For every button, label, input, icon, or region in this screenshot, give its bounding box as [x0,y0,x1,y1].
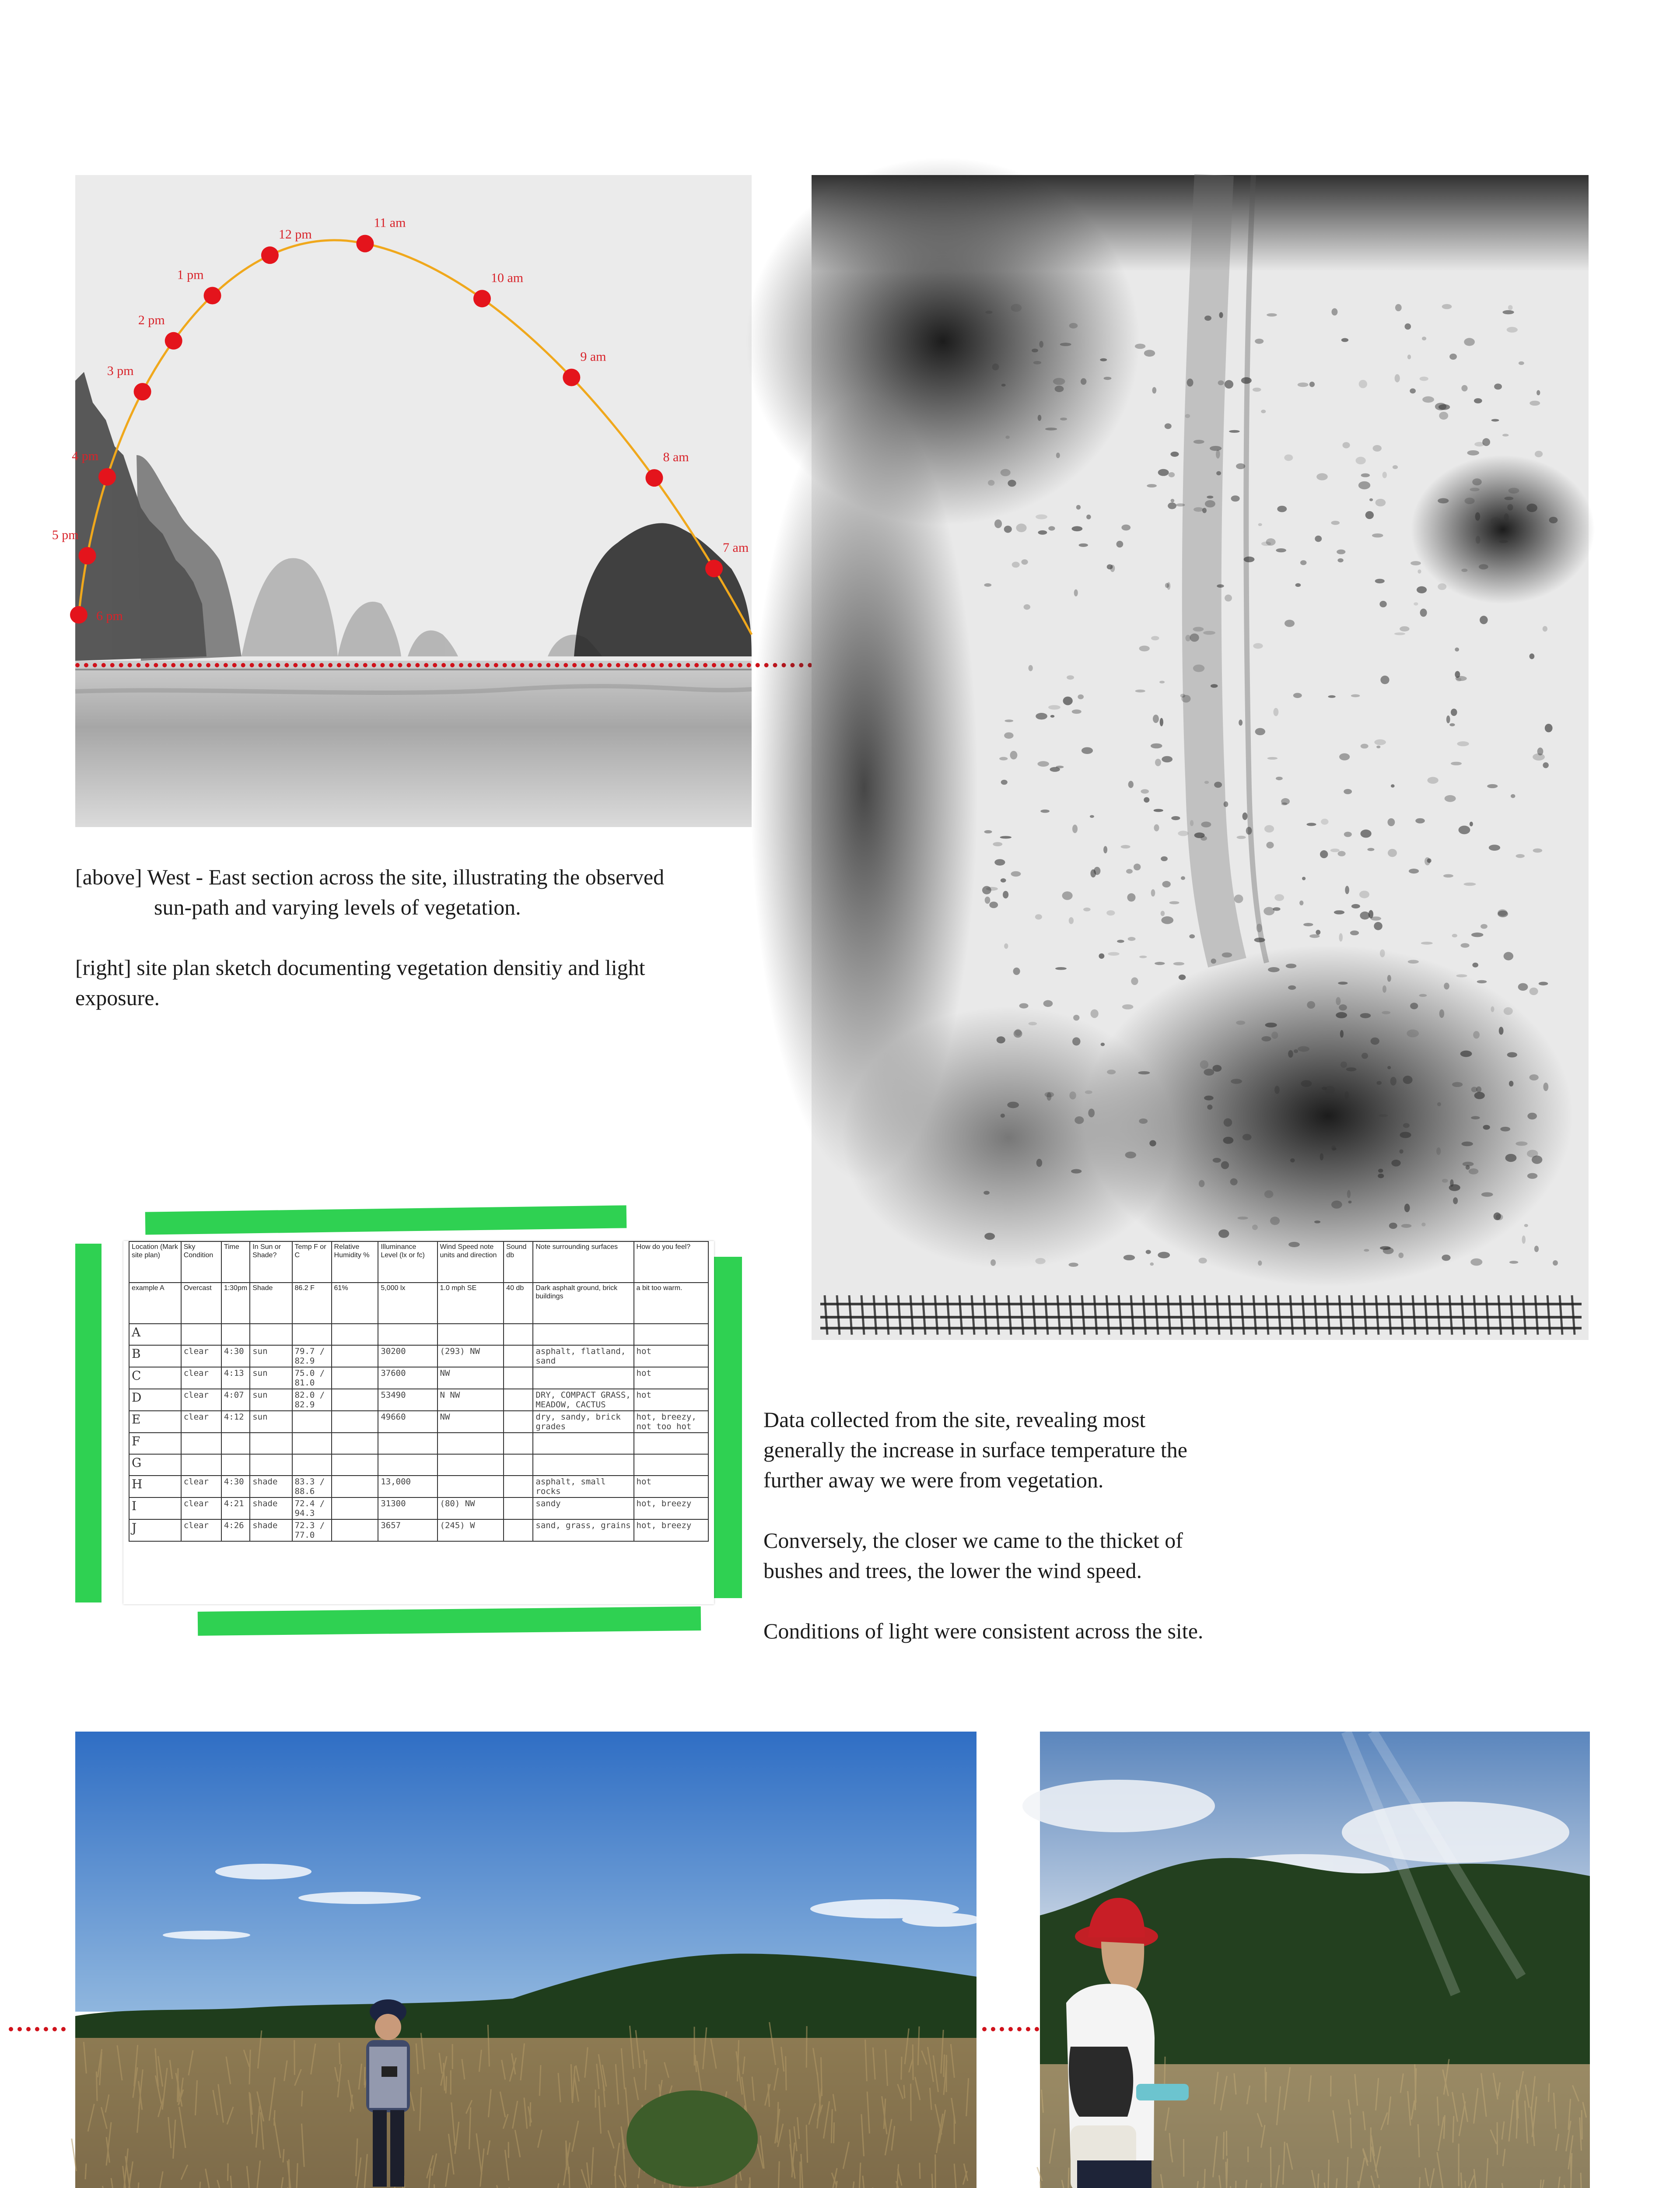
table-cell: DRY, COMPACT GRASS, MEADOW, CACTUS [533,1389,634,1411]
sun-time-label: 7 am [723,540,749,555]
table-header-cell: Sound db [504,1241,533,1283]
caption-section-line1: [above] West - East section across the site, illustrating the observed [75,865,665,889]
table-cell [332,1519,378,1541]
table-cell: sun [250,1367,292,1389]
table-cell [332,1497,378,1519]
table-cell: shade [250,1476,292,1497]
table-cell [378,1324,437,1345]
table-cell: 75.0 / 81.0 [292,1367,332,1389]
table-cell [438,1454,504,1476]
sun-time-label: 10 am [490,270,524,285]
table-header-cell: Relative Humidity % [332,1241,378,1283]
sun-position-dot [563,369,580,386]
sun-time-label: 12 pm [278,227,312,242]
table-cell: hot [634,1389,708,1411]
table-row [129,1433,708,1454]
sun-time-label: 4 pm [72,449,99,463]
sun-position-dot [473,290,491,307]
table-cell [533,1324,634,1345]
caption-data-p2-line1: Conversely, the closer we came to the thicket of [763,1528,1183,1553]
location-letter: E [129,1411,181,1433]
table-cell: dry, sandy, brick grades [533,1411,634,1433]
table-cell [504,1389,533,1411]
table-cell: N NW [438,1389,504,1411]
black-bag [1069,2047,1133,2117]
table-cell [181,1324,221,1345]
table-header-cell: How do you feel? [634,1241,708,1283]
data-log-sheet [75,1204,749,1640]
location-letter: D [129,1389,181,1411]
table-cell: 1.0 mph SE [438,1283,504,1324]
table-cell [332,1476,378,1497]
sun-time-label: 3 pm [107,364,134,379]
caption-section-line3: [right] site plan sketch documenting vegetation densitiy and light [75,955,645,980]
sun-position-dot [79,547,96,565]
photo-east-marker-line [9,2027,66,2031]
table-row [129,1454,708,1476]
table-header-cell: Time [221,1241,250,1283]
sun-position-dot [705,560,723,577]
table-cell: hot, breezy, not too hot [634,1411,708,1433]
table-cell [504,1497,533,1519]
location-letter: J [129,1519,181,1541]
table-cell [332,1433,378,1454]
table-cell [332,1345,378,1367]
table-cell: clear [181,1519,221,1541]
table-cell [250,1433,292,1454]
photo-southwest-marker-line [982,2027,1039,2031]
sun-position-dot [165,332,182,350]
vegetation-scatter-south [842,1006,1175,1269]
table-cell: sandy [533,1497,634,1519]
table-cell: 1:30pm [221,1283,250,1324]
location-letter: I [129,1497,181,1519]
table-cell [634,1433,708,1454]
table-cell [332,1367,378,1389]
table-cell [250,1454,292,1476]
table-cell: 13,000 [378,1476,437,1497]
table-cell: 82.0 / 82.9 [292,1389,332,1411]
table-cell: 4:07 [221,1389,250,1411]
table-cell: 4:12 [221,1411,250,1433]
data-table [129,1241,709,1542]
table-row [129,1519,708,1541]
sun-position-dot [356,235,374,252]
caption-data-p1-line3: further away we were from vegetation. [763,1468,1104,1492]
caption-data-p2-line2: bushes and trees, the lower the wind speed. [763,1558,1142,1583]
table-row [129,1367,708,1389]
table-cell: 40 db [504,1283,533,1324]
table-cell: 3657 [378,1519,437,1541]
table-cell [504,1367,533,1389]
table-cell: Shade [250,1283,292,1324]
table-cell: clear [181,1389,221,1411]
table-cell [292,1454,332,1476]
table-cell [533,1367,634,1389]
table-cell [533,1433,634,1454]
table-cell: 86.2 F [292,1283,332,1324]
table-cell: 31300 [378,1497,437,1519]
sun-time-label: 6 pm [96,609,123,623]
table-row [129,1324,708,1345]
table-cell [504,1345,533,1367]
tape-bottom [198,1606,701,1636]
table-cell [181,1433,221,1454]
table-header-cell: In Sun or Shade? [250,1241,292,1283]
sun-position-dot [134,383,151,400]
table-cell [332,1389,378,1411]
tape-right [714,1257,742,1598]
table-cell: shade [250,1497,292,1519]
table-cell: 5,000 lx [378,1283,437,1324]
sun-position-dot [261,246,279,264]
table-cell [332,1454,378,1476]
table-cell [378,1433,437,1454]
table-cell: a bit too warm. [634,1283,708,1324]
table-cell: clear [181,1411,221,1433]
table-cell: example A [129,1283,181,1324]
table-header-cell: Location (Mark site plan) [129,1241,181,1283]
table-cell: Dark asphalt ground, brick buildings [533,1283,634,1324]
teal-container [1136,2084,1189,2100]
table-cell: 53490 [378,1389,437,1411]
table-cell [292,1411,332,1433]
sun-time-label: 9 am [580,349,606,364]
table-cell: sun [250,1389,292,1411]
table-cell: 30200 [378,1345,437,1367]
table-cell [504,1519,533,1541]
table-cell: 72.3 / 77.0 [292,1519,332,1541]
table-header-row [129,1241,708,1283]
table-header-cell: Illuminance Level (lx or fc) [378,1241,437,1283]
location-letter: F [129,1433,181,1454]
caption-data-p1-line1: Data collected from the site, revealing most [763,1407,1146,1432]
table-cell: clear [181,1345,221,1367]
table-cell: NW [438,1367,504,1389]
table-cell: 4:13 [221,1367,250,1389]
caption-section [75,862,775,1013]
table-cell: (293) NW [438,1345,504,1367]
sun-position-dot [645,469,663,487]
caption-data [763,1405,1288,1646]
sun-time-label: 11 am [374,215,406,230]
table-cell: hot [634,1476,708,1497]
table-cell: 61% [332,1283,378,1324]
table-cell: 37600 [378,1367,437,1389]
dark-pants [1077,2160,1152,2188]
table-cell: shade [250,1519,292,1541]
table-cell [504,1433,533,1454]
table-cell: hot, breezy [634,1519,708,1541]
sun-time-label: 8 am [663,450,689,465]
location-letter: A [129,1324,181,1345]
table-row [129,1389,708,1411]
table-cell [504,1476,533,1497]
table-cell: Overcast [181,1283,221,1324]
sun-time-label: 1 pm [177,267,204,282]
photo-looking-southwest [1040,1732,1590,2188]
data-sheet-paper [123,1241,714,1604]
table-cell [438,1324,504,1345]
caption-data-p3-line1: Conditions of light were consistent across the site. [763,1619,1204,1643]
table-cell [438,1433,504,1454]
table-cell: 49660 [378,1411,437,1433]
location-letter: C [129,1367,181,1389]
tape-left [75,1244,102,1602]
table-cell [438,1476,504,1497]
table-cell: (80) NW [438,1497,504,1519]
vegetation-clump-east [1411,455,1595,604]
table-cell [221,1454,250,1476]
sun-position-dot [70,606,88,624]
caption-section-line4: exposure. [75,985,160,1010]
green-bush [626,2090,758,2187]
sun-position-dot [204,287,221,305]
table-cell: 4:21 [221,1497,250,1519]
table-cell: asphalt, small rocks [533,1476,634,1497]
table-cell [332,1324,378,1345]
table-cell: sun [250,1345,292,1367]
table-cell: NW [438,1411,504,1433]
table-row [129,1497,708,1519]
table-cell [634,1324,708,1345]
site-plan-sketch [812,175,1589,1340]
table-cell [221,1433,250,1454]
table-row [129,1411,708,1433]
table-cell [181,1454,221,1476]
table-cell [634,1454,708,1476]
table-cell: hot [634,1367,708,1389]
table-cell [292,1324,332,1345]
table-cell [292,1433,332,1454]
table-cell [504,1411,533,1433]
table-cell: (245) W [438,1519,504,1541]
table-cell [378,1454,437,1476]
caption-section-line2: sun-path and varying levels of vegetation. [154,895,521,919]
photo-looking-east [75,1732,976,2188]
table-cell: hot [634,1345,708,1367]
table-cell: 72.4 / 94.3 [292,1497,332,1519]
table-cell [504,1324,533,1345]
table-cell [332,1411,378,1433]
location-letter: H [129,1476,181,1497]
table-cell: sun [250,1411,292,1433]
table-cell: 4:30 [221,1345,250,1367]
table-header-cell: Sky Condition [181,1241,221,1283]
table-cell: 4:30 [221,1476,250,1497]
table-row-example [129,1283,708,1324]
sun-time-label: 5 pm [52,528,79,543]
table-cell [221,1324,250,1345]
table-cell: 4:26 [221,1519,250,1541]
sun-position-dot [98,468,116,486]
table-cell [533,1454,634,1476]
table-cell: clear [181,1497,221,1519]
sun-time-label: 2 pm [138,312,165,327]
location-letter: G [129,1454,181,1476]
tape-top [145,1205,627,1234]
table-cell: clear [181,1367,221,1389]
table-cell [504,1454,533,1476]
table-header-cell: Wind Speed note units and direction [438,1241,504,1283]
table-cell: hot, breezy [634,1497,708,1519]
table-cell: 79.7 / 82.9 [292,1345,332,1367]
table-cell: clear [181,1476,221,1497]
table-row [129,1345,708,1367]
table-header-cell: Temp F or C [292,1241,332,1283]
table-row [129,1476,708,1497]
table-header-cell: Note surrounding surfaces [533,1241,634,1283]
table-cell: asphalt, flatland, sand [533,1345,634,1367]
section-drawing [52,175,752,827]
table-cell: sand, grass, grains [533,1519,634,1541]
caption-data-p1-line2: generally the increase in surface temperature the [763,1438,1187,1462]
table-cell [250,1324,292,1345]
location-letter: B [129,1345,181,1367]
table-cell: 83.3 / 88.6 [292,1476,332,1497]
